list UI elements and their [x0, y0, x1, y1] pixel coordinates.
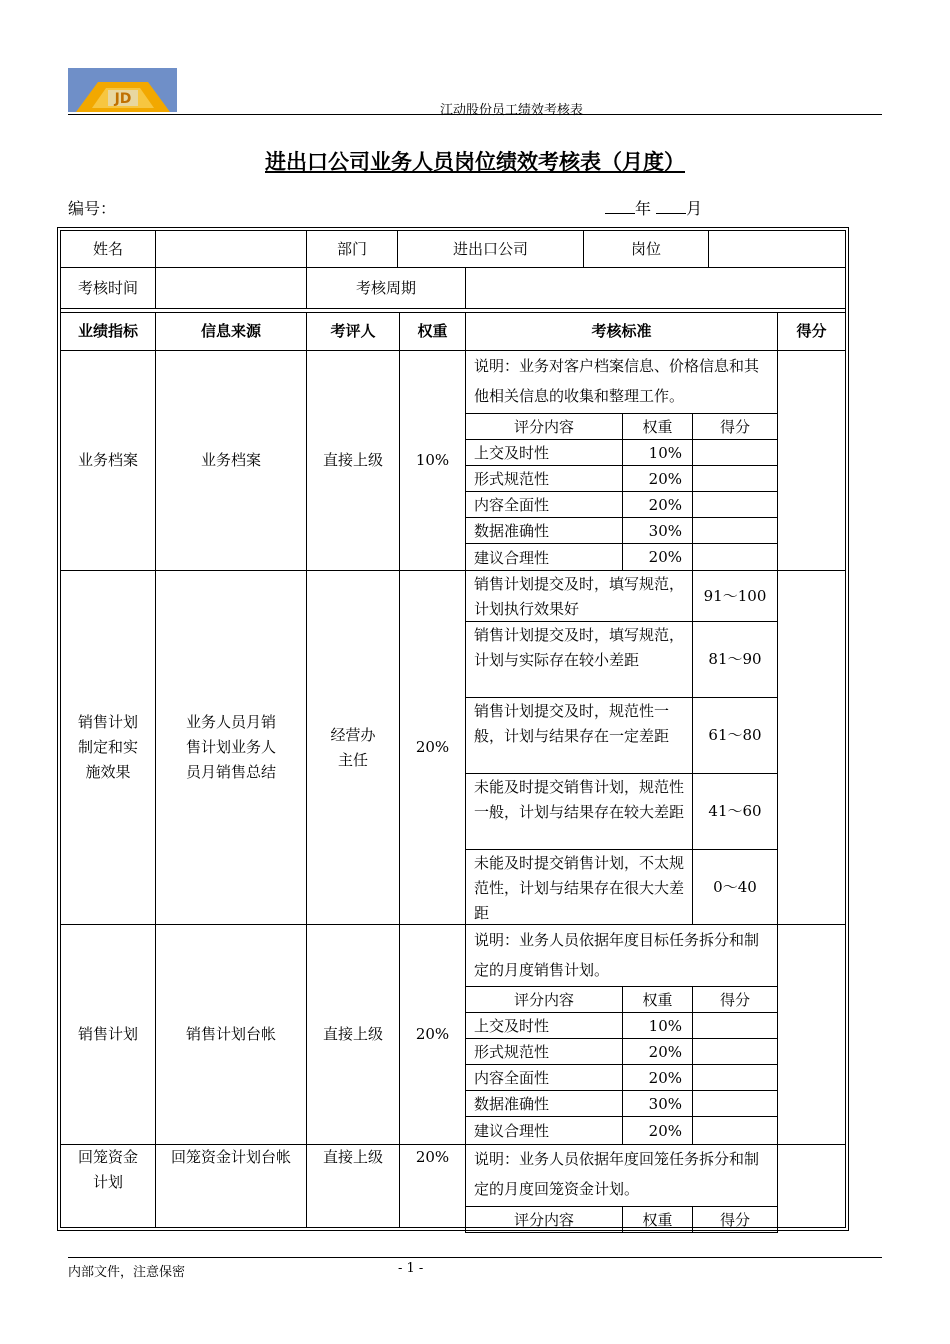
row2-range: 41～60 [692, 773, 778, 850]
row3-item-weight: 20% [622, 1116, 693, 1145]
row3-sub-content: 评分内容 [465, 986, 623, 1013]
row2-range: 0～40 [692, 849, 778, 925]
row3-weight: 20% [399, 924, 466, 1145]
row3-item-weight: 20% [622, 1038, 693, 1065]
year-month [605, 196, 702, 219]
row2-score[interactable] [777, 570, 846, 925]
year-blank[interactable] [605, 199, 635, 214]
row1-kpi: 业务档案 [60, 350, 156, 571]
row4-source: 回笼资金计划台帐 [155, 1144, 307, 1228]
row2-criterion: 销售计划提交及时，规范性一般，计划与结果存在一定差距 [465, 697, 693, 774]
period-value[interactable] [465, 267, 846, 309]
row2-reviewer: 经营办主任 [306, 570, 400, 925]
company-logo [68, 68, 177, 112]
row2-source: 业务人员月销售计划业务人员月销售总结 [155, 570, 307, 925]
row1-source: 业务档案 [155, 350, 307, 571]
row1-sub-score: 得分 [692, 413, 778, 440]
row2-range: 61～80 [692, 697, 778, 774]
row3-item-score[interactable] [692, 1090, 778, 1117]
row4-sub-weight: 权重 [622, 1206, 693, 1233]
row1-item-score[interactable] [692, 517, 778, 544]
row3-item-score[interactable] [692, 1064, 778, 1091]
row1-weight: 10% [399, 350, 466, 571]
row1-item-name: 建议合理性 [465, 543, 623, 571]
row1-sub-content: 评分内容 [465, 413, 623, 440]
col-standard: 考核标准 [465, 312, 778, 351]
dept-value: 进出口公司 [397, 230, 584, 268]
name-value[interactable] [155, 230, 307, 268]
row3-reviewer: 直接上级 [306, 924, 400, 1145]
page-number: - 1 - [398, 1261, 424, 1276]
time-value[interactable] [155, 267, 307, 309]
row1-score[interactable] [777, 350, 846, 571]
row2-kpi: 销售计划制定和实施效果 [60, 570, 156, 925]
year-label: 年 [635, 199, 652, 218]
row3-item-score[interactable] [692, 1038, 778, 1065]
row1-item-name: 内容全面性 [465, 491, 623, 518]
row4-weight: 20% [399, 1144, 466, 1228]
row3-sub-weight: 权重 [622, 986, 693, 1013]
row1-sub-weight: 权重 [622, 413, 693, 440]
time-label: 考核时间 [60, 267, 156, 309]
row3-item-name: 数据准确性 [465, 1090, 623, 1117]
row2-criterion: 未能及时提交销售计划，规范性一般，计划与结果存在较大差距 [465, 773, 693, 850]
col-reviewer: 考评人 [306, 312, 400, 351]
row3-sub-score: 得分 [692, 986, 778, 1013]
row4-sub-score: 得分 [692, 1206, 778, 1233]
row2-weight: 20% [399, 570, 466, 925]
row1-item-score[interactable] [692, 465, 778, 492]
header-divider [68, 114, 882, 115]
row1-item-weight: 10% [622, 439, 693, 466]
row3-source: 销售计划台帐 [155, 924, 307, 1145]
row1-item-name: 上交及时性 [465, 439, 623, 466]
row4-score[interactable] [777, 1144, 846, 1228]
row2-range: 81～90 [692, 621, 778, 698]
page-title: 进出口公司业务人员岗位绩效考核表（月度） [265, 149, 685, 174]
row4-sub-content: 评分内容 [465, 1206, 623, 1233]
row1-item-score[interactable] [692, 491, 778, 518]
number-label: 编号： [68, 199, 117, 218]
row2-range: 91～100 [692, 570, 778, 622]
row3-item-name: 上交及时性 [465, 1012, 623, 1039]
row4-kpi: 回笼资金计划 [60, 1144, 156, 1228]
row1-desc: 说明：业务对客户档案信息、价格信息和其他相关信息的收集和整理工作。 [474, 357, 760, 405]
col-score: 得分 [777, 312, 846, 351]
row3-item-weight: 20% [622, 1064, 693, 1091]
row4-reviewer: 直接上级 [306, 1144, 400, 1228]
row3-item-weight: 10% [622, 1012, 693, 1039]
svg-text:JD: JD [114, 91, 132, 107]
row1-item-weight: 20% [622, 491, 693, 518]
row3-item-name: 建议合理性 [465, 1116, 623, 1145]
row2-criterion: 未能及时提交销售计划，不太规范性，计划与结果存在很大大差距 [465, 849, 693, 925]
header-form-name: 江动股份员工绩效考核表 [440, 103, 584, 118]
row4-desc: 说明：业务人员依据年度回笼任务拆分和制定的月度回笼资金计划。 [474, 1150, 760, 1198]
row2-criterion: 销售计划提交及时，填写规范，计划执行效果好 [465, 570, 693, 622]
name-label: 姓名 [60, 230, 156, 268]
post-value[interactable] [708, 230, 846, 268]
footer-note: 内部文件，注意保密 [68, 1265, 186, 1280]
row3-item-score[interactable] [692, 1116, 778, 1145]
row3-desc: 说明：业务人员依据年度目标任务拆分和制定的月度销售计划。 [474, 931, 760, 979]
period-label: 考核周期 [306, 267, 466, 309]
row1-reviewer: 直接上级 [306, 350, 400, 571]
month-label: 月 [686, 199, 703, 218]
col-kpi: 业绩指标 [60, 312, 156, 351]
post-label: 岗位 [583, 230, 709, 268]
row1-item-weight: 20% [622, 543, 693, 571]
col-source: 信息来源 [155, 312, 307, 351]
row3-item-name: 内容全面性 [465, 1064, 623, 1091]
row3-kpi: 销售计划 [60, 924, 156, 1145]
dept-label: 部门 [306, 230, 398, 268]
month-blank[interactable] [656, 199, 686, 214]
row1-item-name: 形式规范性 [465, 465, 623, 492]
col-weight: 权重 [399, 312, 466, 351]
row3-item-weight: 30% [622, 1090, 693, 1117]
row1-item-score[interactable] [692, 543, 778, 571]
row3-item-score[interactable] [692, 1012, 778, 1039]
row1-item-weight: 20% [622, 465, 693, 492]
row3-item-name: 形式规范性 [465, 1038, 623, 1065]
row1-item-score[interactable] [692, 439, 778, 466]
row2-criterion: 销售计划提交及时，填写规范，计划与实际存在较小差距 [465, 621, 693, 698]
row1-item-weight: 30% [622, 517, 693, 544]
row3-score[interactable] [777, 924, 846, 1145]
row1-item-name: 数据准确性 [465, 517, 623, 544]
footer-divider [68, 1257, 882, 1258]
